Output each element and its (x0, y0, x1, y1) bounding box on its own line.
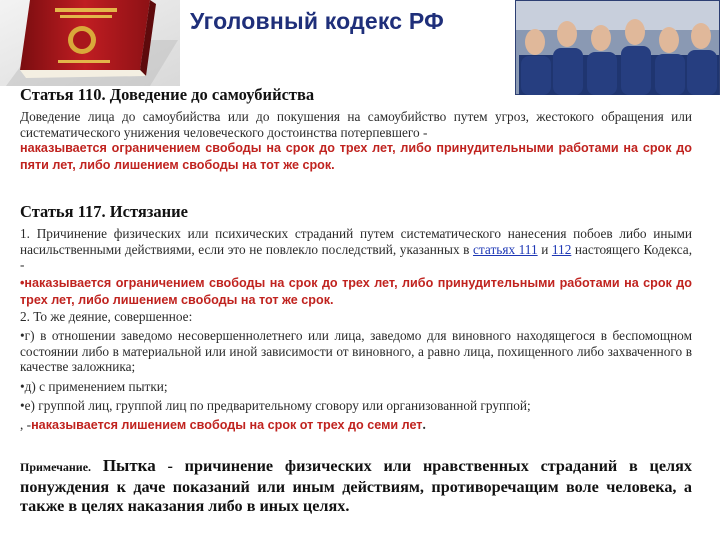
page-title: Уголовный кодекс РФ (190, 8, 444, 34)
article-117-part-2: 2. То же деяние, совершенное: (20, 309, 193, 324)
article-117-item-e: •е) группой лиц, группой лиц по предварительному сговору или организованной группой; (20, 398, 531, 413)
final-penalty-text: наказывается лишением свободы на срок от трех до семи лет (31, 418, 423, 432)
article-117-penalty-1-text: наказывается ограничением свободы на срок до трех лет, либо принудительными работами на срок до трех лет, либо лишением свободы на тот же срок. (20, 276, 692, 307)
article-117-item-g: •г) в отношении заведомо несовершеннолетнего или лица, заведомо для виновного находящегося в беспомощном состоянии либо в материальной или иной зависимости от виновного, а равно лица, похищенного либо захваченного в качестве заложника; (20, 328, 692, 375)
article-117-final-penalty (20, 417, 692, 434)
criminal-code-book-image (0, 0, 180, 86)
note-text: - причинение физических или нравственных страданий в целях понуждения к даче показаний или иным действиям, противоречащим воле человека, а также в целях наказания либо в иных целях. (20, 457, 692, 516)
article-110-body: Доведение лица до самоубийства или до покушения на самоубийство путем угроз, жестокого обращения или систематического унижения человеческого достоинства потерпевшего - (20, 109, 692, 140)
bullet: • (20, 276, 25, 290)
article-110-heading: Статья 110. Доведение до самоубийства (20, 85, 315, 104)
article-117-item-d: •д) с применением пытки; (20, 379, 168, 394)
note-label: Примечание. (20, 460, 92, 474)
article-110-penalty: наказывается ограничением свободы на срок до трех лет, либо принудительными работами на срок до пяти лет, либо лишением свободы на тот же срок. (20, 141, 692, 172)
and-text: и (537, 241, 552, 257)
article-117-part-1 (20, 226, 692, 273)
article-112-link[interactable]: 112 (551, 241, 572, 257)
article-117-heading: Статья 117. Истязание (20, 202, 188, 221)
article-117-penalty-1 (20, 275, 692, 308)
final-prefix: , - (20, 417, 32, 432)
note-term: Пытка (102, 456, 156, 475)
final-dot: . (422, 417, 426, 432)
note-paragraph (20, 456, 692, 517)
article-117-part-1-end: настоящего Кодекса, - (20, 241, 693, 273)
article-110-text (20, 109, 692, 173)
article-117-part-1-text: 1. Причинение физических или психических страданий путем систематического нанесения побоев либо иными насильственными действиями, если это не повлекло последствий, указанных в (20, 226, 692, 257)
inmates-photo (515, 0, 720, 95)
articles-111-link[interactable]: статьях 111 (473, 241, 538, 257)
